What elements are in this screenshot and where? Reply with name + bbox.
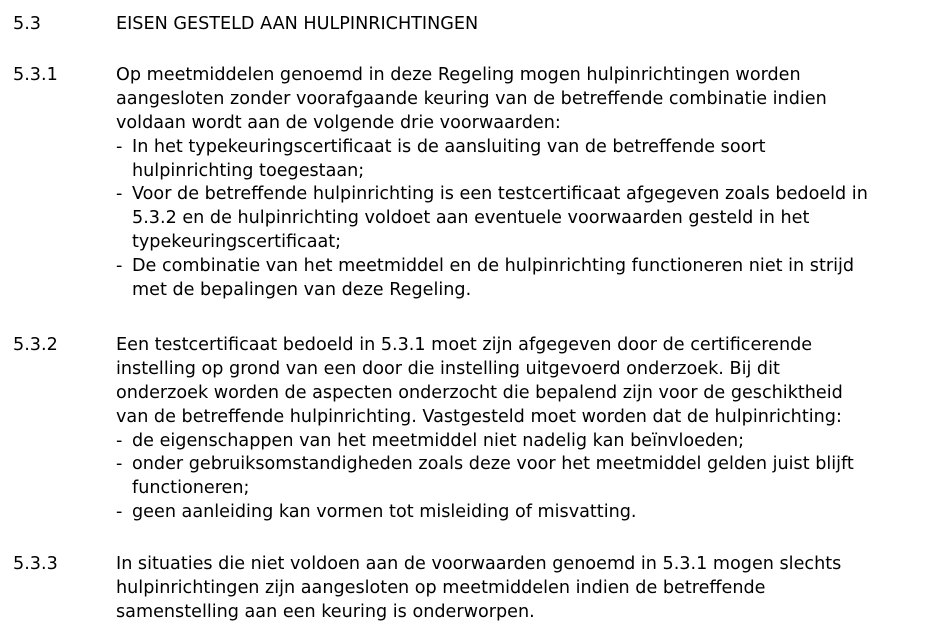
list-item-text: typekeuringscertificaat; — [132, 232, 342, 253]
paragraph-line: aangesloten zonder voorafgaande keuring van de betreffende combinatie indien — [116, 88, 827, 109]
list-item — [116, 453, 931, 501]
paragraph-line: hulpinrichtingen zijn aangesloten op meetmiddelen indien de betreffende — [116, 577, 766, 598]
paragraph-line: van de betreffende hulpinrichting. Vastgesteld moet worden dat de hulpinrichting: — [116, 406, 842, 427]
list-item — [116, 430, 931, 454]
list-item — [116, 501, 931, 525]
list-item-text: geen aanleiding kan vormen tot misleiding of misvatting. — [132, 502, 637, 523]
list-item-text: Voor de betreffende hulpinrichting is een testcertificaat afgegeven zoals bedoeld in — [132, 184, 868, 205]
paragraph-line: samenstelling aan een keuring is onderworpen. — [116, 601, 535, 622]
paragraph-line: onderzoek worden de aspecten onderzocht die bepalend zijn voor de geschiktheid — [116, 382, 843, 403]
list-item-text: 5.3.2 en de hulpinrichting voldoet aan eventuele voorwaarden gesteld in het — [132, 208, 810, 229]
paragraph-line: voldaan wordt aan de volgende drie voorwaarden: — [116, 112, 561, 133]
section-number: 5.3.1 — [13, 65, 58, 85]
bullet-dash: - — [116, 454, 123, 475]
section-body — [116, 334, 931, 525]
bullet-dash: - — [116, 430, 123, 451]
section-body — [116, 553, 931, 625]
paragraph-line: Een testcertificaat bedoeld in 5.3.1 moet zijn afgegeven door de certificerende — [116, 335, 813, 355]
paragraph-line: In situaties die niet voldoen aan de voorwaarden genoemd in 5.3.1 mogen slechts — [116, 554, 842, 574]
list-item-text: met de bepalingen van deze Regeling. — [132, 280, 472, 301]
list-item — [116, 183, 931, 255]
list-item-text: De combinatie van het meetmiddel en de hulpinrichting functioneren niet in strijd — [132, 256, 855, 277]
list-item — [116, 136, 931, 184]
list-item-text: functioneren; — [132, 478, 250, 499]
list-item-text: de eigenschappen van het meetmiddel niet nadelig kan beïnvloeden; — [132, 430, 745, 451]
bullet-dash: - — [116, 136, 123, 157]
list-item-text: hulpinrichting toegestaan; — [132, 160, 365, 181]
section-number: 5.3.3 — [13, 554, 58, 574]
section-heading: EISEN GESTELD AAN HULPINRICHTINGEN — [116, 14, 479, 34]
paragraph-line: Op meetmiddelen genoemd in deze Regeling mogen hulpinrichtingen worden — [116, 65, 801, 85]
section-number: 5.3.2 — [13, 335, 58, 355]
bullet-dash: - — [116, 256, 123, 277]
list-item — [116, 255, 931, 303]
bullet-dash: - — [116, 184, 123, 205]
section-body — [116, 64, 931, 303]
section-number: 5.3 — [13, 14, 41, 34]
bullet-dash: - — [116, 502, 123, 523]
list-item-text: onder gebruiksomstandigheden zoals deze voor het meetmiddel gelden juist blijft — [132, 454, 854, 475]
list-item-text: In het typekeuringscertificaat is de aansluiting van de betreffende soort — [132, 136, 766, 157]
paragraph-line: instelling op grond van een door die instelling uitgevoerd onderzoek. Bij dit — [116, 358, 780, 379]
